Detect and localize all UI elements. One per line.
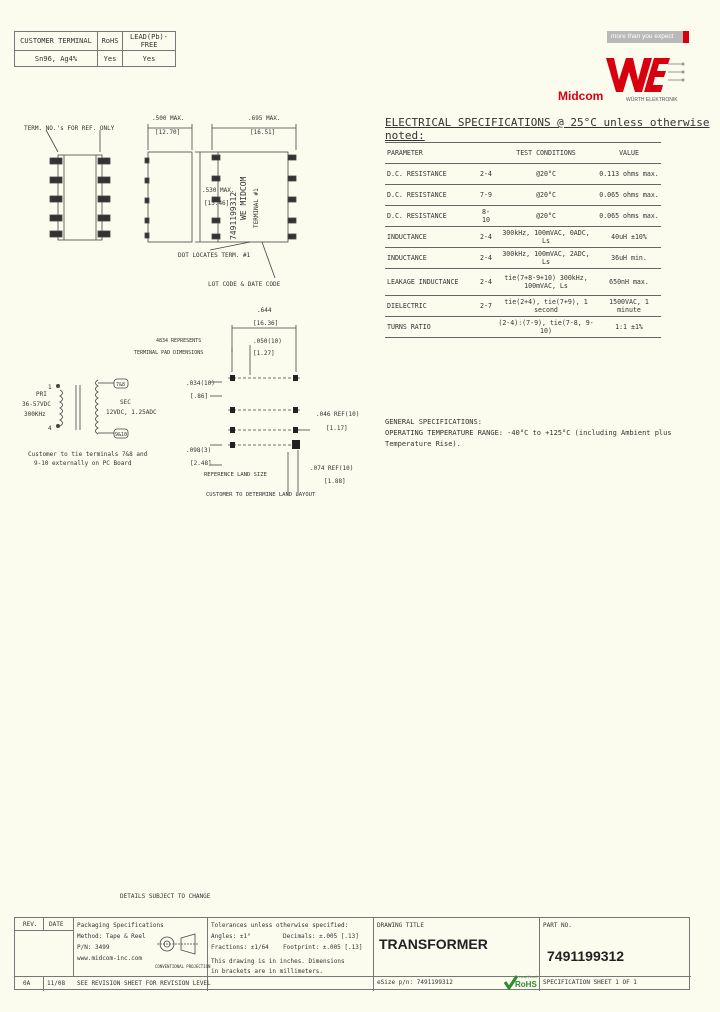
dim-644-mm: [16.36] (253, 320, 279, 327)
dim-644: .644 (257, 307, 272, 314)
drawing-title-label: DRAWING TITLE (377, 922, 424, 929)
pri-label: PRI (36, 391, 47, 398)
conn-note-2: 9-10 externally on PC Board (34, 460, 132, 467)
change-note: DETAILS SUBJECT TO CHANGE (120, 893, 211, 900)
dim-098: .098(3) (186, 447, 212, 454)
pack-line-3: P/N: 3499 (77, 944, 110, 951)
dim-074-mm: [1.88] (324, 478, 346, 485)
table-row (385, 227, 661, 248)
table-cell: Yes (123, 51, 176, 67)
projection-note: CONVENTIONAL PROJECTION (155, 964, 211, 969)
dim-074: .074 REF(10) (310, 465, 354, 472)
table-cell: 1:1 ±1% (597, 317, 661, 338)
dim-530: .530 MAX. (202, 187, 235, 194)
dim-034: .034(10) (186, 380, 215, 387)
projection-icon (153, 928, 201, 964)
dim-695: .695 MAX. (248, 115, 281, 122)
table-cell: TURNS RATIO (385, 317, 477, 338)
rev-note: SEE REVISION SHEET FOR REVISION LEVEL (77, 980, 211, 987)
rohs-sub: compliant (519, 975, 538, 979)
table-cell: DIELECTRIC (385, 296, 477, 317)
table-cell: 36uH min. (597, 248, 661, 269)
table-cell: 7-9 (477, 185, 495, 206)
dim-050: .050(10) (253, 338, 282, 345)
table-cell: (2-4):(7-9), tie(7-8, 9-10) (495, 317, 597, 338)
spec-table (385, 142, 661, 338)
table-row (385, 317, 661, 338)
dot-note: DOT LOCATES TERM. #1 (178, 252, 251, 259)
pin-9: 9&10 (115, 432, 128, 438)
table-row (385, 185, 661, 206)
table-header: TEST CONDITIONS (495, 143, 597, 164)
table-header: VALUE (597, 143, 661, 164)
ref-land-note: REFERENCE LAND SIZE (204, 472, 267, 478)
logo-word: Midcom (558, 89, 604, 103)
we-logo-icon (606, 58, 685, 92)
table-row (385, 248, 661, 269)
table-cell: tie(7+8-9+10) 300kHz, 100mVAC, Ls (495, 269, 597, 296)
pad-note-1: 4834 REPRESENTS (156, 338, 202, 344)
date-value: 11/08 (47, 980, 66, 987)
logo-subtitle: WÜRTH ELEKTRONIK (626, 97, 678, 103)
dim-098-mm: [2.48] (190, 460, 212, 467)
table-cell: 2-4 (477, 248, 495, 269)
table-row (385, 164, 661, 185)
side-view-body (148, 152, 192, 242)
table-cell: 0.065 ohms max. (597, 206, 661, 227)
rev-value: 0A (23, 980, 31, 987)
pin-4: 4 (48, 425, 52, 432)
brand-tagline: more than you expect (607, 31, 683, 43)
drawing-title: TRANSFORMER (379, 936, 488, 952)
tol-line-4: Fractions: ±1/64 (211, 944, 269, 951)
general-title: GENERAL SPECIFICATIONS: (385, 418, 482, 426)
table-cell: @20°C (495, 164, 597, 185)
pin-1: 1 (48, 384, 52, 391)
date-label: DATE (49, 921, 64, 928)
term-note: TERM. NO.'s FOR REF. ONLY (24, 125, 115, 132)
table-cell: Sn96, Ag4% (15, 51, 98, 67)
terminal-table (14, 31, 176, 67)
website: www.midcom-inc.com (77, 955, 143, 962)
part-number: 7491199312 (547, 948, 625, 964)
table-cell: @20°C (495, 206, 597, 227)
pack-line-2: Method: Tape & Reel (77, 933, 146, 940)
part-no-label: PART NO. (543, 922, 572, 929)
dim-046: .046 REF(10) (316, 411, 360, 418)
table-header: RoHS (98, 32, 123, 51)
table-header: LEAD(Pb)-FREE (123, 32, 176, 51)
table-cell: 2-7 (477, 296, 495, 317)
table-cell: D.C. RESISTANCE (385, 185, 477, 206)
dim-530-mm: [13.46] (204, 200, 230, 207)
tol-line-3: Decimals: ±.005 [.13] (283, 933, 359, 940)
table-cell: 300kHz, 100mVAC, 0ADC, Ls (495, 227, 597, 248)
table-cell: INDUCTANCE (385, 248, 477, 269)
table-cell: 650nH max. (597, 269, 661, 296)
tol-line-2: Angles: ±1° (211, 933, 251, 940)
table-header: PARAMETER (385, 143, 477, 164)
dim-695-mm: [16.51] (250, 129, 276, 136)
table-cell: 1500VAC, 1 minute (597, 296, 661, 317)
sheet-info: SPECIFICATION SHEET 1 OF 1 (543, 979, 637, 986)
pack-line-1: Packaging Specifications (77, 922, 164, 929)
table-cell: 2-4 (477, 227, 495, 248)
dim-500: .500 MAX. (152, 115, 185, 122)
table-cell (477, 317, 495, 338)
spec-title: ELECTRICAL SPECIFICATIONS @ 25°C unless otherwise noted: (385, 116, 710, 142)
table-cell: INDUCTANCE (385, 227, 477, 248)
customer-land-note: CUSTOMER TO DETERMINE LAND LAYOUT (206, 492, 316, 498)
table-cell: @20°C (495, 185, 597, 206)
general-specs (385, 417, 720, 450)
tol-line-5: Footprint: ±.005 [.13] (283, 944, 363, 951)
table-row (385, 206, 661, 227)
dim-050-mm: [1.27] (253, 350, 275, 357)
dims-line-2: in brackets are in millimeters. (211, 968, 323, 975)
dim-500-mm: [12.70] (155, 129, 181, 136)
table-cell: D.C. RESISTANCE (385, 206, 477, 227)
table-row (385, 269, 661, 296)
sec-label: SEC (120, 399, 131, 406)
pad-note-2: TERMINAL PAD DIMENSIONS (134, 350, 204, 356)
mechanical-drawing (0, 100, 380, 520)
title-block (14, 917, 690, 990)
table-cell: 40uH ±10% (597, 227, 661, 248)
table-header (477, 143, 495, 164)
table-cell: D.C. RESISTANCE (385, 164, 477, 185)
table-cell: 0.065 ohms max. (597, 185, 661, 206)
table-cell: LEAKAGE INDUCTANCE (385, 269, 477, 296)
tol-line-1: Tolerances unless otherwise specified: (211, 922, 349, 929)
table-cell: 8-10 (477, 206, 495, 227)
part-label: 7491199312 (229, 191, 238, 240)
table-header: CUSTOMER TERMINAL (15, 32, 98, 51)
lot-note: LOT CODE & DATE CODE (208, 281, 281, 288)
rohs-badge (503, 974, 537, 990)
table-cell: tie(2+4), tie(7+9), 1 second (495, 296, 597, 317)
dims-line-1: This drawing is in inches. Dimensions (211, 958, 345, 965)
esize-pn: eSize p/n: 7491199312 (377, 979, 453, 986)
tagline-accent (683, 31, 689, 43)
table-cell: Yes (98, 51, 123, 67)
midcom-logo (556, 50, 690, 106)
general-line: OPERATING TEMPERATURE RANGE: -40°C to +125°C (including Ambient plus Temperature Rise). (385, 429, 672, 448)
table-cell: 2-4 (477, 164, 495, 185)
sec-rating: 12VDC, 1.25ADC (106, 409, 157, 416)
bottom-view-body (58, 155, 102, 240)
terminal1-label: TERMINAL #1 (253, 188, 260, 228)
brand-label: WE MIDCOM (239, 176, 248, 220)
table-row (385, 296, 661, 317)
dim-034-mm: [.86] (190, 393, 209, 400)
table-cell: 2-4 (477, 269, 495, 296)
pri-voltage: 36-57VDC (22, 401, 51, 408)
rohs-label: RoHS (515, 980, 537, 989)
rev-label: REV. (23, 921, 38, 928)
conn-note-1: Customer to tie terminals 7&8 and (28, 451, 148, 458)
dim-046-mm: [1.17] (326, 425, 348, 432)
pri-frequency: 300KHz (24, 411, 46, 418)
table-cell: 0.113 ohms max. (597, 164, 661, 185)
pin-7: 7&8 (116, 382, 126, 388)
table-cell: 300kHz, 100mVAC, 2ADC, Ls (495, 248, 597, 269)
